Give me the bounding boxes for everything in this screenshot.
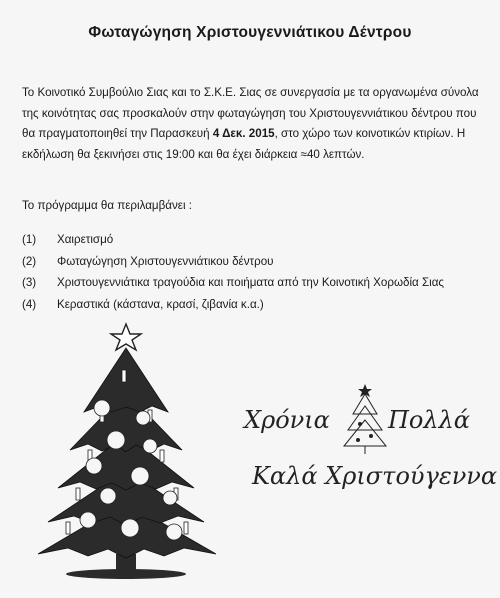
tree-candle bbox=[184, 522, 188, 534]
program-label: Το πρόγραμμα θα περιλαμβάνει : bbox=[22, 199, 192, 212]
tree-ornament bbox=[166, 524, 182, 540]
tree-candle bbox=[160, 450, 164, 462]
tree-candle bbox=[122, 370, 126, 382]
list-item-number: (1) bbox=[22, 233, 37, 246]
list-item-number: (4) bbox=[22, 297, 37, 311]
greeting-word-2: Πολλά bbox=[388, 406, 471, 434]
tree-ornament bbox=[121, 519, 139, 537]
tree-ornament bbox=[107, 431, 125, 449]
tree-ornament bbox=[100, 488, 116, 504]
tree-ornament bbox=[163, 491, 177, 505]
intro-text-end: , στο χώρο των κοινοτικών κτιρίων. Η εκδήλωση θα ξεκινήσει στις 19:00 και θα έχει διάρκεια ≈40 λεπτών. bbox=[22, 127, 466, 161]
greeting-line-2: Καλά Χριστούγεννα bbox=[252, 462, 497, 490]
event-date: 4 Δεκ. 2015 bbox=[212, 127, 275, 140]
program-list bbox=[22, 233, 444, 319]
tree-ornament bbox=[86, 458, 102, 474]
page-title: Φωταγώγηση Χριστουγεννιάτικου Δέντρου bbox=[88, 24, 412, 41]
list-item bbox=[22, 255, 444, 277]
list-item bbox=[22, 276, 444, 298]
christmas-tree-illustration bbox=[28, 322, 233, 584]
tree-ornament bbox=[131, 467, 149, 485]
list-item-text: Φωταγώγηση Χριστουγεννιάτικου δέντρου bbox=[57, 254, 274, 268]
tree-ornament bbox=[143, 439, 157, 453]
list-item-text: Χαιρετισμό bbox=[57, 233, 114, 246]
list-item-number: (3) bbox=[22, 276, 37, 289]
list-item-number: (2) bbox=[22, 254, 37, 268]
tree-candle bbox=[76, 488, 80, 500]
greeting-word-1: Χρόνια bbox=[244, 406, 330, 434]
tree-ornament bbox=[136, 411, 150, 425]
intro-text-start: Το Κοινοτικό Συμβούλιο Σιας και το Σ.Κ.Ε. Σιας σε συνεργασία με τα οργανωμένα σύνολα της κοινότητας σας προσκαλούν στην φωταγώγηση του Χριστουγεννιάτικου δέντρου που θα πραγματοποιηθεί την Παρασκευή bbox=[22, 86, 479, 140]
tree-ornament bbox=[80, 512, 96, 528]
tree-ground bbox=[66, 569, 186, 579]
list-item-text: Κεραστικά (κάστανα, κρασί, ζιβανία κ.α.) bbox=[57, 297, 264, 311]
small-tree-icon bbox=[344, 394, 386, 454]
christmas-greeting bbox=[232, 380, 497, 510]
list-item-text: Χριστουγεννιάτικα τραγούδια και ποιήματα από την Κοινοτική Χορωδία Σιας bbox=[57, 276, 444, 289]
list-item bbox=[22, 298, 444, 320]
tree-candle bbox=[66, 522, 70, 534]
intro-paragraph bbox=[22, 83, 484, 165]
list-item bbox=[22, 233, 444, 255]
star-icon bbox=[358, 384, 372, 397]
tree-ornament bbox=[94, 400, 110, 416]
tree-star-icon bbox=[111, 324, 141, 350]
